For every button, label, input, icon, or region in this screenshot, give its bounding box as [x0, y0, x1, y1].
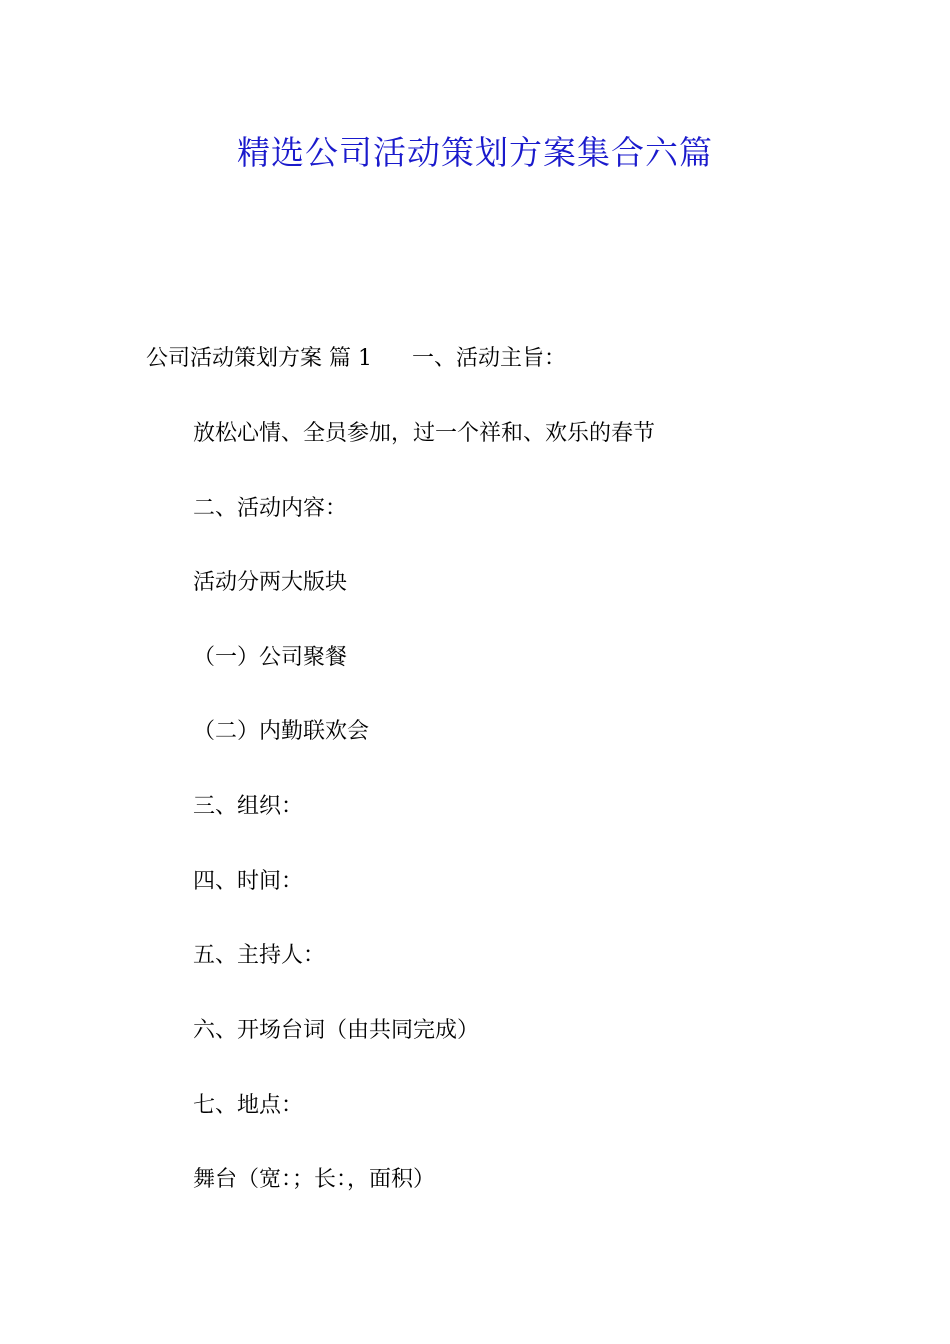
body-line: 七、地点： — [193, 1093, 304, 1118]
body-line: 三、组织： — [193, 794, 304, 819]
body-line: 四、时间： — [193, 869, 304, 894]
body-line: （二）内勤联欢会 — [193, 719, 370, 744]
section-heading: 一、活动主旨： — [411, 346, 566, 371]
first-line — [146, 344, 566, 374]
body-line: 五、主持人： — [193, 943, 326, 968]
section-title: 公司活动策划方案 篇 1 — [146, 346, 372, 371]
body-line: 放松心情、全员参加，过一个祥和、欢乐的春节 — [193, 421, 656, 446]
body-line: 六、开场台词（由共同完成） — [193, 1018, 480, 1043]
body-line: 活动分两大版块 — [193, 570, 348, 595]
page-title: 精选公司活动策划方案集合六篇 — [237, 133, 713, 172]
body-line: 舞台（宽：；长：，面积） — [193, 1167, 436, 1192]
body-line: （一）公司聚餐 — [193, 645, 348, 670]
body-line: 二、活动内容： — [193, 496, 348, 521]
